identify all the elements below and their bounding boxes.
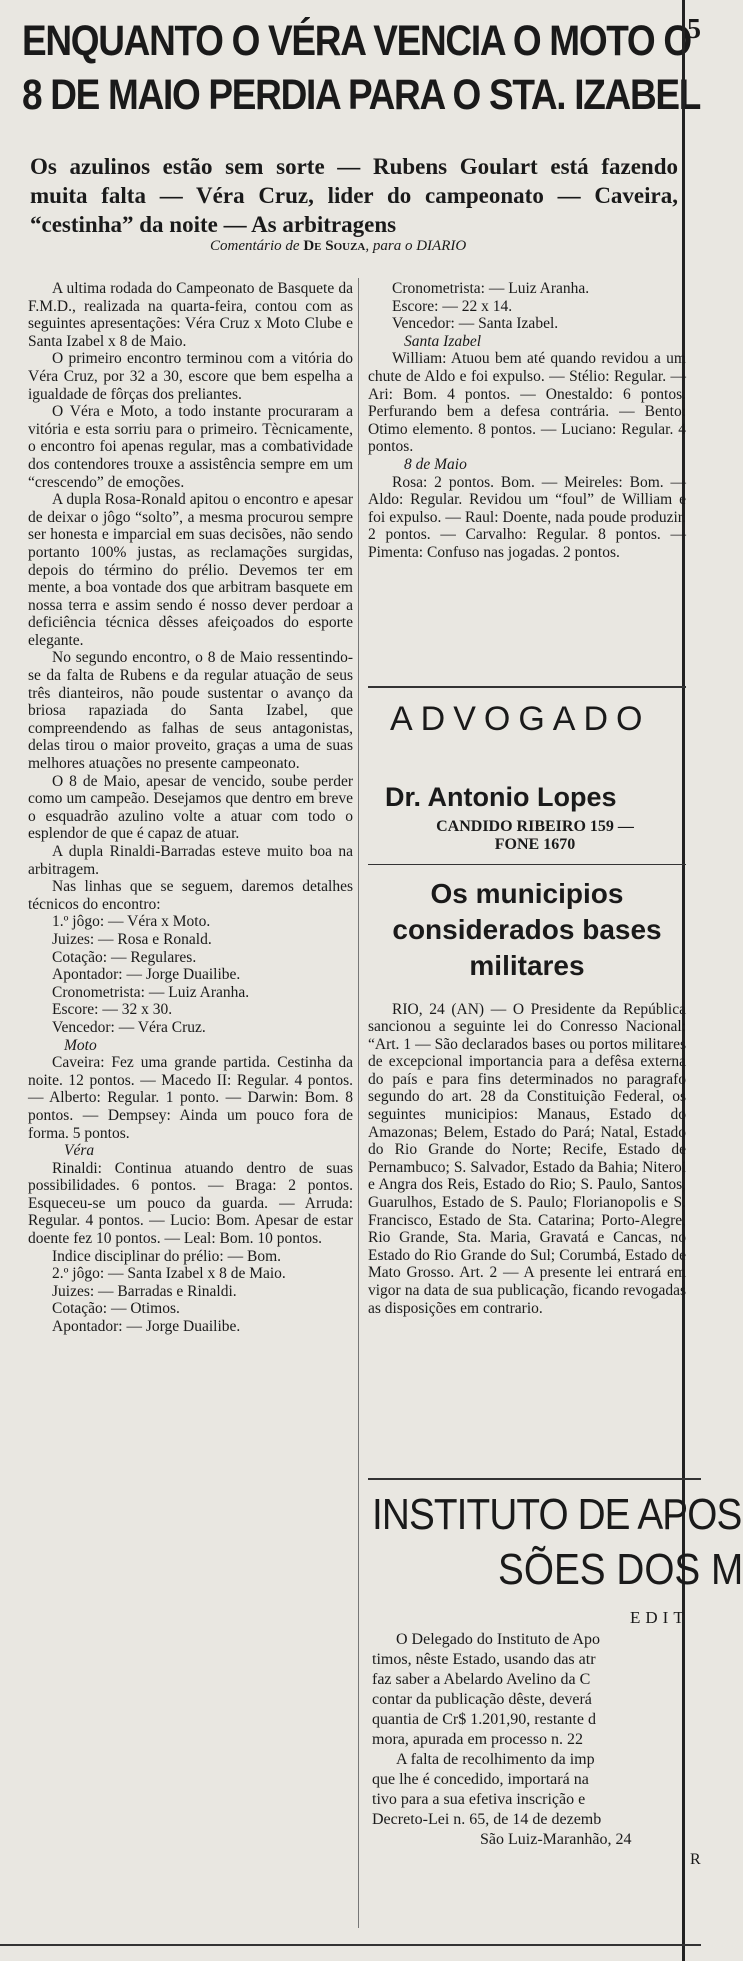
divider-rule bbox=[368, 1478, 701, 1480]
article-paragraph: Apontador: — Jorge Duailibe. bbox=[52, 1318, 241, 1336]
article-column-2 bbox=[368, 280, 686, 562]
article-paragraph: Rosa: 2 pontos. Bom. — Meireles: Bom. — Aldo: Regular. Revidou um “foul” de William e foi expulso. — Raul: Doente, nada poude produzir. 2 pontos. — Carvalho: Regular. 8 pontos. — Pimenta: Confuso nas jogadas. 2 pontos. bbox=[368, 473, 686, 561]
article-paragraph: Moto bbox=[64, 1036, 97, 1054]
byline-prefix: Comentário de bbox=[210, 238, 300, 254]
article-paragraph: Apontador: — Jorge Duailibe. bbox=[52, 966, 241, 984]
divider-rule bbox=[368, 686, 686, 688]
article-paragraph: O Véra e Moto, a todo instante procuraram a vitória e esta sorriu para o primeiro. Tècnicamente, o encontro foi apenas regular, mas a combatividade dos contendores trouxe a assistência sempre em um “crescendo” de emoções. bbox=[28, 403, 353, 491]
article-paragraph: A dupla Rosa-Ronald apitou o encontro e apesar de deixar o jôgo “solto”, a mesma procurou sempre ser honesta e imparcial em suas decisões, não sendo portanto 100% justas, as reclamações surgidas, depois do término do prélio. Devemos ter em mente, a boa vontade dos que arbitram basquete em nossa terra e assim sendo é nosso dever perdoar a deficiência técnica dêsses afeiçoados do esporte elegante. bbox=[28, 491, 353, 649]
article-paragraph: William: Atuou bem até quando revidou a um chute de Aldo e foi expulso. — Stélio: Regular. — Ari: Bom. 4 pontos. — Onestaldo: 6 pontos. Perfurando bem a defesa contrária. — Bento: Otimo elemento. 8 pontos. — Luciano: Regular. 4 pontos. bbox=[368, 350, 686, 456]
article-paragraph: Vencedor: — Véra Cruz. bbox=[52, 1018, 206, 1036]
subheadline: Os azulinos estão sem sorte — Rubens Goulart está fazendo muita falta — Véra Cruz, lider do campeonato — Caveira, “cestinha” da noite — As arbitragens bbox=[30, 154, 678, 237]
byline-suffix: , para o DIARIO bbox=[365, 238, 467, 254]
ad-lawyer-name: Dr. Antonio Lopes bbox=[385, 782, 617, 812]
page-bottom-rule bbox=[0, 1944, 701, 1946]
article-paragraph: Cotação: — Regulares. bbox=[52, 948, 197, 966]
municipios-headline: Os municipios considerados bases militares bbox=[392, 878, 662, 981]
article-paragraph: Cotação: — Otimos. bbox=[52, 1300, 180, 1318]
article-paragraph: Indice disciplinar do prélio: — Bom. bbox=[52, 1247, 282, 1265]
instituto-line: quantia de Cr$ 1.201,90, restante d bbox=[372, 1711, 596, 1728]
byline-author: De Souza bbox=[303, 238, 366, 254]
instituto-line: timos, nêste Estado, usando das atr bbox=[372, 1651, 596, 1668]
article-column-1 bbox=[28, 280, 353, 1336]
instituto-line: O Delegado do Instituto de Apo bbox=[396, 1631, 600, 1648]
instituto-line: Decreto-Lei n. 65, de 14 de dezemb bbox=[372, 1811, 602, 1828]
article-paragraph: 2.º jôgo: — Santa Izabel x 8 de Maio. bbox=[52, 1265, 286, 1283]
divider-rule bbox=[368, 864, 686, 865]
instituto-line: São Luiz-Maranhão, 24 bbox=[480, 1831, 632, 1848]
byline bbox=[210, 238, 466, 255]
adjacent-column-char: 5 bbox=[687, 14, 701, 45]
article-paragraph: Caveira: Fez uma grande partida. Cestinha da noite. 12 pontos. — Macedo II: Regular. 4 pontos. — Alberto: Regular. 1 ponto. — Darwin: Bom. 8 pontos. — Dempsey: Ainda um pouco fora de forma. 5 pontos. bbox=[28, 1054, 353, 1142]
instituto-line: que lhe é concedido, importará na bbox=[372, 1771, 589, 1788]
article-paragraph: O primeiro encontro terminou com a vitória do Véra Cruz, por 32 a 30, escore que bem espelha a igualdade de fôrças dos preliantes. bbox=[28, 350, 353, 403]
municipios-body bbox=[368, 985, 686, 1333]
instituto-line: R bbox=[690, 1851, 701, 1868]
instituto-title-line-2: SÕES DOS M bbox=[498, 1545, 743, 1594]
column-divider bbox=[358, 278, 359, 1928]
article-paragraph: Nas linhas que se seguem, daremos detalhes técnicos do encontro: bbox=[28, 878, 353, 913]
article-paragraph: Rinaldi: Continua atuando dentro de suas possibilidades. 6 pontos. — Braga: 2 pontos. Esqueceu-se um pouco da guarda. — Arruda: Regular. 4 pontos. — Lucio: Bom. Apesar de estar doente fez 10 pontos. — Leal: Bom. 10 pontos. bbox=[28, 1159, 353, 1248]
instituto-line: A falta de recolhimento da imp bbox=[396, 1751, 595, 1768]
headline bbox=[22, 14, 701, 122]
ad-title: ADVOGADO bbox=[390, 700, 651, 738]
article-paragraph: Escore: — 22 x 14. bbox=[392, 297, 513, 315]
ad-phone: FONE 1670 bbox=[494, 836, 576, 853]
ad-address-line: CANDIDO RIBEIRO 159 — bbox=[436, 818, 634, 835]
article-paragraph: Santa Izabel bbox=[404, 332, 482, 350]
instituto-line: contar da publicação dêste, deverá bbox=[372, 1691, 592, 1708]
article-paragraph: Vencedor: — Santa Izabel. bbox=[392, 315, 559, 333]
article-paragraph: Juizes: — Barradas e Rinaldi. bbox=[52, 1282, 237, 1300]
instituto-line: mora, apurada em processo n. 22 bbox=[372, 1731, 584, 1748]
article-paragraph: No segundo encontro, o 8 de Maio ressentindo-se da falta de Rubens e da regular atuação de seus três dianteiros, não poude sustentar o avanço da briosa rapaziada do Santa Izabel, que compreendendo as falhas de seus antagonistas, delas tirou o maior proveito, graças a uma de suas melhores atuações no presente campeonato. bbox=[28, 649, 353, 773]
instituto-line: faz saber a Abelardo Avelino da C bbox=[372, 1671, 591, 1688]
article-paragraph: A dupla Rinaldi-Barradas esteve muito boa na arbitragem. bbox=[28, 843, 353, 878]
article-paragraph: Cronometrista: — Luiz Aranha. bbox=[52, 983, 250, 1001]
article-paragraph: Juizes: — Rosa e Ronald. bbox=[52, 930, 212, 948]
instituto-line: tivo para a sua efetiva inscrição e bbox=[372, 1791, 586, 1808]
article-paragraph: 1.º jôgo: — Véra x Moto. bbox=[52, 913, 211, 931]
article-paragraph: Véra bbox=[64, 1142, 95, 1160]
ad-address bbox=[385, 818, 685, 854]
instituto-edital: EDIT bbox=[630, 1608, 689, 1627]
article-paragraph: O 8 de Maio, apesar de vencido, soube perder como um campeão. Desejamos que dentro em breve o esquadrão azulino volte a atuar com todo o esplendor de que é capaz de atuar. bbox=[28, 772, 353, 843]
article-paragraph: 8 de Maio bbox=[404, 455, 467, 473]
instituto-body bbox=[372, 1630, 702, 1870]
article-paragraph: Escore: — 32 x 30. bbox=[52, 1001, 173, 1019]
article-paragraph: A ultima rodada do Campeonato de Basquete da F.M.D., realizada na quarta-feira, contou com as seguintes apresentações: Véra Cruz x Moto Clube e Santa Izabel x 8 de Maio. bbox=[28, 280, 353, 350]
article-paragraph: Cronometrista: — Luiz Aranha. bbox=[392, 280, 590, 297]
municipios-text: RIO, 24 (AN) — O Presidente da República sancionou a seguinte lei do Conresso Nacional: “Art. 1 — São declarados bases ou portos militares de excepcional importancia para a defêsa externa do país e para fins determinados no paragrafo segundo do art. 28 da Constituição Federal, os seguintes municipios: Manaus, Estado do Amazonas; Belem, Estado do Pará; Natal, Estado do Rio Grande do Norte; Recife, Estado de Pernambuco; S. Salvador, Estado da Bahia; Niteroi e Angra dos Reis, Estado do Rio; S. Paulo, Santos, Guarulhos, Estado de S. Paulo; Florianopolis e S. Francisco, Estado de Sta. Catarina; Porto-Alegre, Rio Grande, Sta. Maria, Gravatá e Cancas, no Estado do Rio Grande do Sul; Corumbá, Estado de Mato Grosso. Art. 2 — A presente lei entrará em vigor na data de sua publicação, ficando revogadas as disposições em contrario. bbox=[368, 1000, 686, 1317]
headline-line-1: ENQUANTO O VÉRA VENCIA O MOTO O bbox=[22, 17, 691, 65]
headline-line-2: 8 DE MAIO PERDIA PARA O STA. IZABEL bbox=[22, 71, 701, 119]
instituto-title-line-1: INSTITUTO DE APOS bbox=[372, 1490, 742, 1539]
